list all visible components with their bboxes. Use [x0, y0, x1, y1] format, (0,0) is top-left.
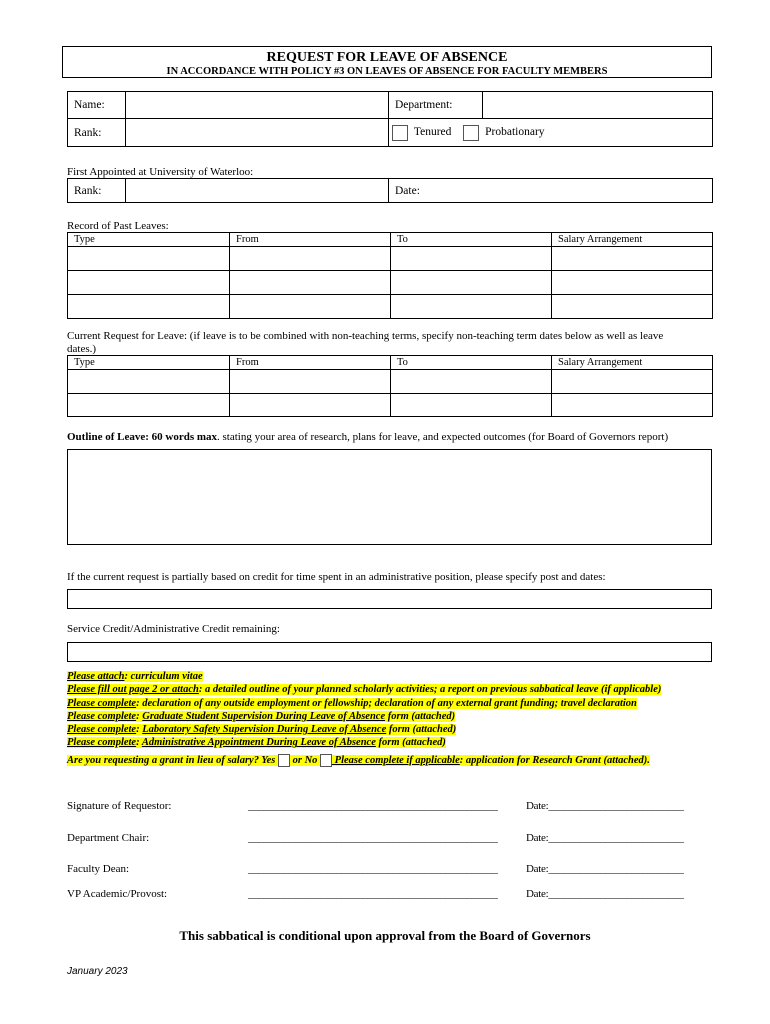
sig-dean-label: Faculty Dean: — [67, 863, 130, 875]
attach-grad-lead: Please complete — [67, 710, 137, 722]
table-cell[interactable] — [230, 247, 391, 271]
attach-admin-sep: : — [136, 737, 142, 749]
grant-complete-lead: Please complete if applicable — [332, 754, 460, 766]
current-col-type: Type — [68, 356, 230, 370]
sig-chair-date[interactable]: Date:__________________________ — [526, 832, 684, 844]
table-cell[interactable] — [230, 271, 391, 295]
past-leaves-table — [67, 232, 713, 319]
admin-appointment-form-link[interactable]: Administrative Appointment During Leave of Absence — [141, 737, 376, 749]
first-date-label[interactable]: Date: — [389, 179, 713, 203]
table-cell[interactable] — [230, 394, 391, 417]
grant-complete-text: : application for Research Grant (attached). — [459, 754, 650, 766]
table-cell[interactable] — [68, 271, 230, 295]
probationary-label: Probationary — [485, 126, 545, 139]
sig-dean-line[interactable]: ________________________________________________ — [248, 863, 498, 875]
past-col-from: From — [230, 233, 391, 247]
table-cell[interactable] — [552, 394, 713, 417]
past-leaves-heading: Record of Past Leaves: — [67, 220, 169, 232]
sig-chair-line[interactable]: ________________________________________________ — [248, 832, 498, 844]
outline-bold-label: Outline of Leave: 60 words max — [67, 431, 218, 443]
attach-line-admin-appointment — [67, 736, 661, 749]
current-request-heading-line1: Current Request for Leave: (if leave is to be combined with non-teaching terms, specify non-teaching term dates below as well as leave — [67, 330, 664, 342]
table-cell[interactable] — [391, 295, 552, 319]
grant-question: Are you requesting a grant in lieu of salary? Yes — [67, 754, 278, 766]
revision-date: January 2023 — [67, 966, 128, 977]
current-col-from: From — [230, 356, 391, 370]
table-cell[interactable] — [230, 370, 391, 394]
grant-or-text: or No — [290, 754, 321, 766]
form-subtitle: IN ACCORDANCE WITH POLICY #3 ON LEAVES OF ABSENCE FOR FACULTY MEMBERS — [166, 66, 608, 77]
first-appointed-table — [67, 178, 713, 203]
table-row — [68, 295, 713, 319]
attach-grad-text: form (attached) — [385, 710, 456, 722]
rank-field[interactable] — [126, 119, 389, 147]
attach-admin-lead: Please complete — [67, 737, 137, 749]
grant-question-line — [67, 753, 661, 768]
rank-label: Rank: — [68, 119, 126, 147]
identity-table — [67, 91, 713, 147]
attach-line-lab-safety — [67, 723, 661, 736]
table-cell[interactable] — [68, 370, 230, 394]
lab-safety-form-link[interactable]: Laboratory Safety Supervision During Leave of Absence — [142, 724, 387, 736]
attach-declarations-lead: Please complete — [67, 697, 137, 709]
past-col-to: To — [391, 233, 552, 247]
current-col-salary: Salary Arrangement — [552, 356, 713, 370]
table-cell[interactable] — [68, 394, 230, 417]
name-label: Name: — [68, 92, 126, 119]
department-field[interactable] — [483, 92, 713, 119]
current-col-to: To — [391, 356, 552, 370]
sig-provost-line[interactable]: ________________________________________________ — [248, 888, 498, 900]
attach-lab-text: form (attached) — [386, 724, 457, 736]
approval-note: This sabbatical is conditional upon approval from the Board of Governors — [179, 928, 591, 943]
sig-requestor-date[interactable]: Date:__________________________ — [526, 800, 684, 812]
attach-admin-text: form (attached) — [375, 737, 446, 749]
table-row — [68, 394, 713, 417]
table-cell[interactable] — [391, 370, 552, 394]
grant-no-checkbox[interactable] — [320, 754, 332, 767]
first-rank-field[interactable] — [126, 179, 389, 203]
attach-line-grad-supervision — [67, 710, 661, 723]
tenured-checkbox[interactable] — [392, 125, 408, 141]
table-row — [68, 271, 713, 295]
table-cell[interactable] — [552, 271, 713, 295]
sig-chair-label: Department Chair: — [67, 832, 150, 844]
sig-provost-label: VP Academic/Provost: — [67, 888, 168, 900]
attach-declarations-text: : declaration of any outside employment or fellowship; declaration of any external grant funding; travel declaration — [136, 697, 637, 709]
sig-dean-date[interactable]: Date:__________________________ — [526, 863, 684, 875]
table-cell[interactable] — [68, 247, 230, 271]
credit-remaining-field[interactable] — [67, 642, 712, 662]
attach-outline-lead: Please fill out page 2 or attach — [67, 684, 199, 696]
probationary-checkbox[interactable] — [463, 125, 479, 141]
grant-yes-checkbox[interactable] — [278, 754, 290, 767]
form-title: REQUEST FOR LEAVE OF ABSENCE — [266, 50, 508, 65]
table-cell[interactable] — [552, 247, 713, 271]
attach-lab-sep: : — [136, 724, 143, 736]
outline-instructions — [67, 431, 668, 444]
attachments-list — [67, 670, 661, 768]
outline-rest-label: . stating your area of research, plans for leave, and expected outcomes (for Board of Governors report) — [217, 431, 669, 443]
past-col-salary: Salary Arrangement — [552, 233, 713, 247]
table-row — [68, 370, 713, 394]
table-cell[interactable] — [391, 247, 552, 271]
attach-cv-lead: Please attach — [67, 671, 125, 682]
table-cell[interactable] — [552, 295, 713, 319]
name-field[interactable] — [126, 92, 389, 119]
department-label: Department: — [389, 92, 483, 119]
table-cell[interactable] — [230, 295, 391, 319]
form-title-box — [62, 46, 712, 78]
grad-supervision-form-link[interactable]: Graduate Student Supervision During Leave of Absence — [142, 710, 386, 722]
admin-credit-question: If the current request is partially based on credit for time spent in an administrative position, please specify post and dates: — [67, 571, 606, 583]
attach-cv-text: : curriculum vitae — [124, 671, 203, 682]
admin-credit-field[interactable] — [67, 589, 712, 609]
attach-outline-text: : a detailed outline of your planned scholarly activities; a report on previous sabbatical leave (if applicable) — [198, 684, 662, 696]
attach-lab-lead: Please complete — [67, 724, 137, 736]
current-request-table — [67, 355, 713, 417]
table-cell[interactable] — [391, 271, 552, 295]
table-row — [68, 247, 713, 271]
attach-grad-sep: : — [136, 710, 143, 722]
table-cell[interactable] — [391, 394, 552, 417]
attach-line-outline — [67, 683, 661, 696]
outline-textarea[interactable] — [67, 449, 712, 545]
current-request-heading-line2: dates.) — [67, 343, 97, 355]
credit-remaining-label: Service Credit/Administrative Credit remaining: — [67, 623, 280, 635]
table-cell[interactable] — [68, 295, 230, 319]
tenured-label: Tenured — [413, 126, 452, 139]
sig-requestor-label: Signature of Requestor: — [67, 800, 172, 812]
past-col-type: Type — [68, 233, 230, 247]
sig-provost-date[interactable]: Date:__________________________ — [526, 888, 684, 900]
sig-requestor-line[interactable]: ________________________________________________ — [248, 800, 498, 812]
attach-line-declarations — [67, 697, 661, 710]
first-rank-label: Rank: — [68, 179, 126, 203]
first-appointed-heading: First Appointed at University of Waterloo: — [67, 166, 254, 178]
table-cell[interactable] — [552, 370, 713, 394]
tenure-status-cell — [389, 119, 713, 147]
attach-line-cv — [67, 670, 661, 683]
